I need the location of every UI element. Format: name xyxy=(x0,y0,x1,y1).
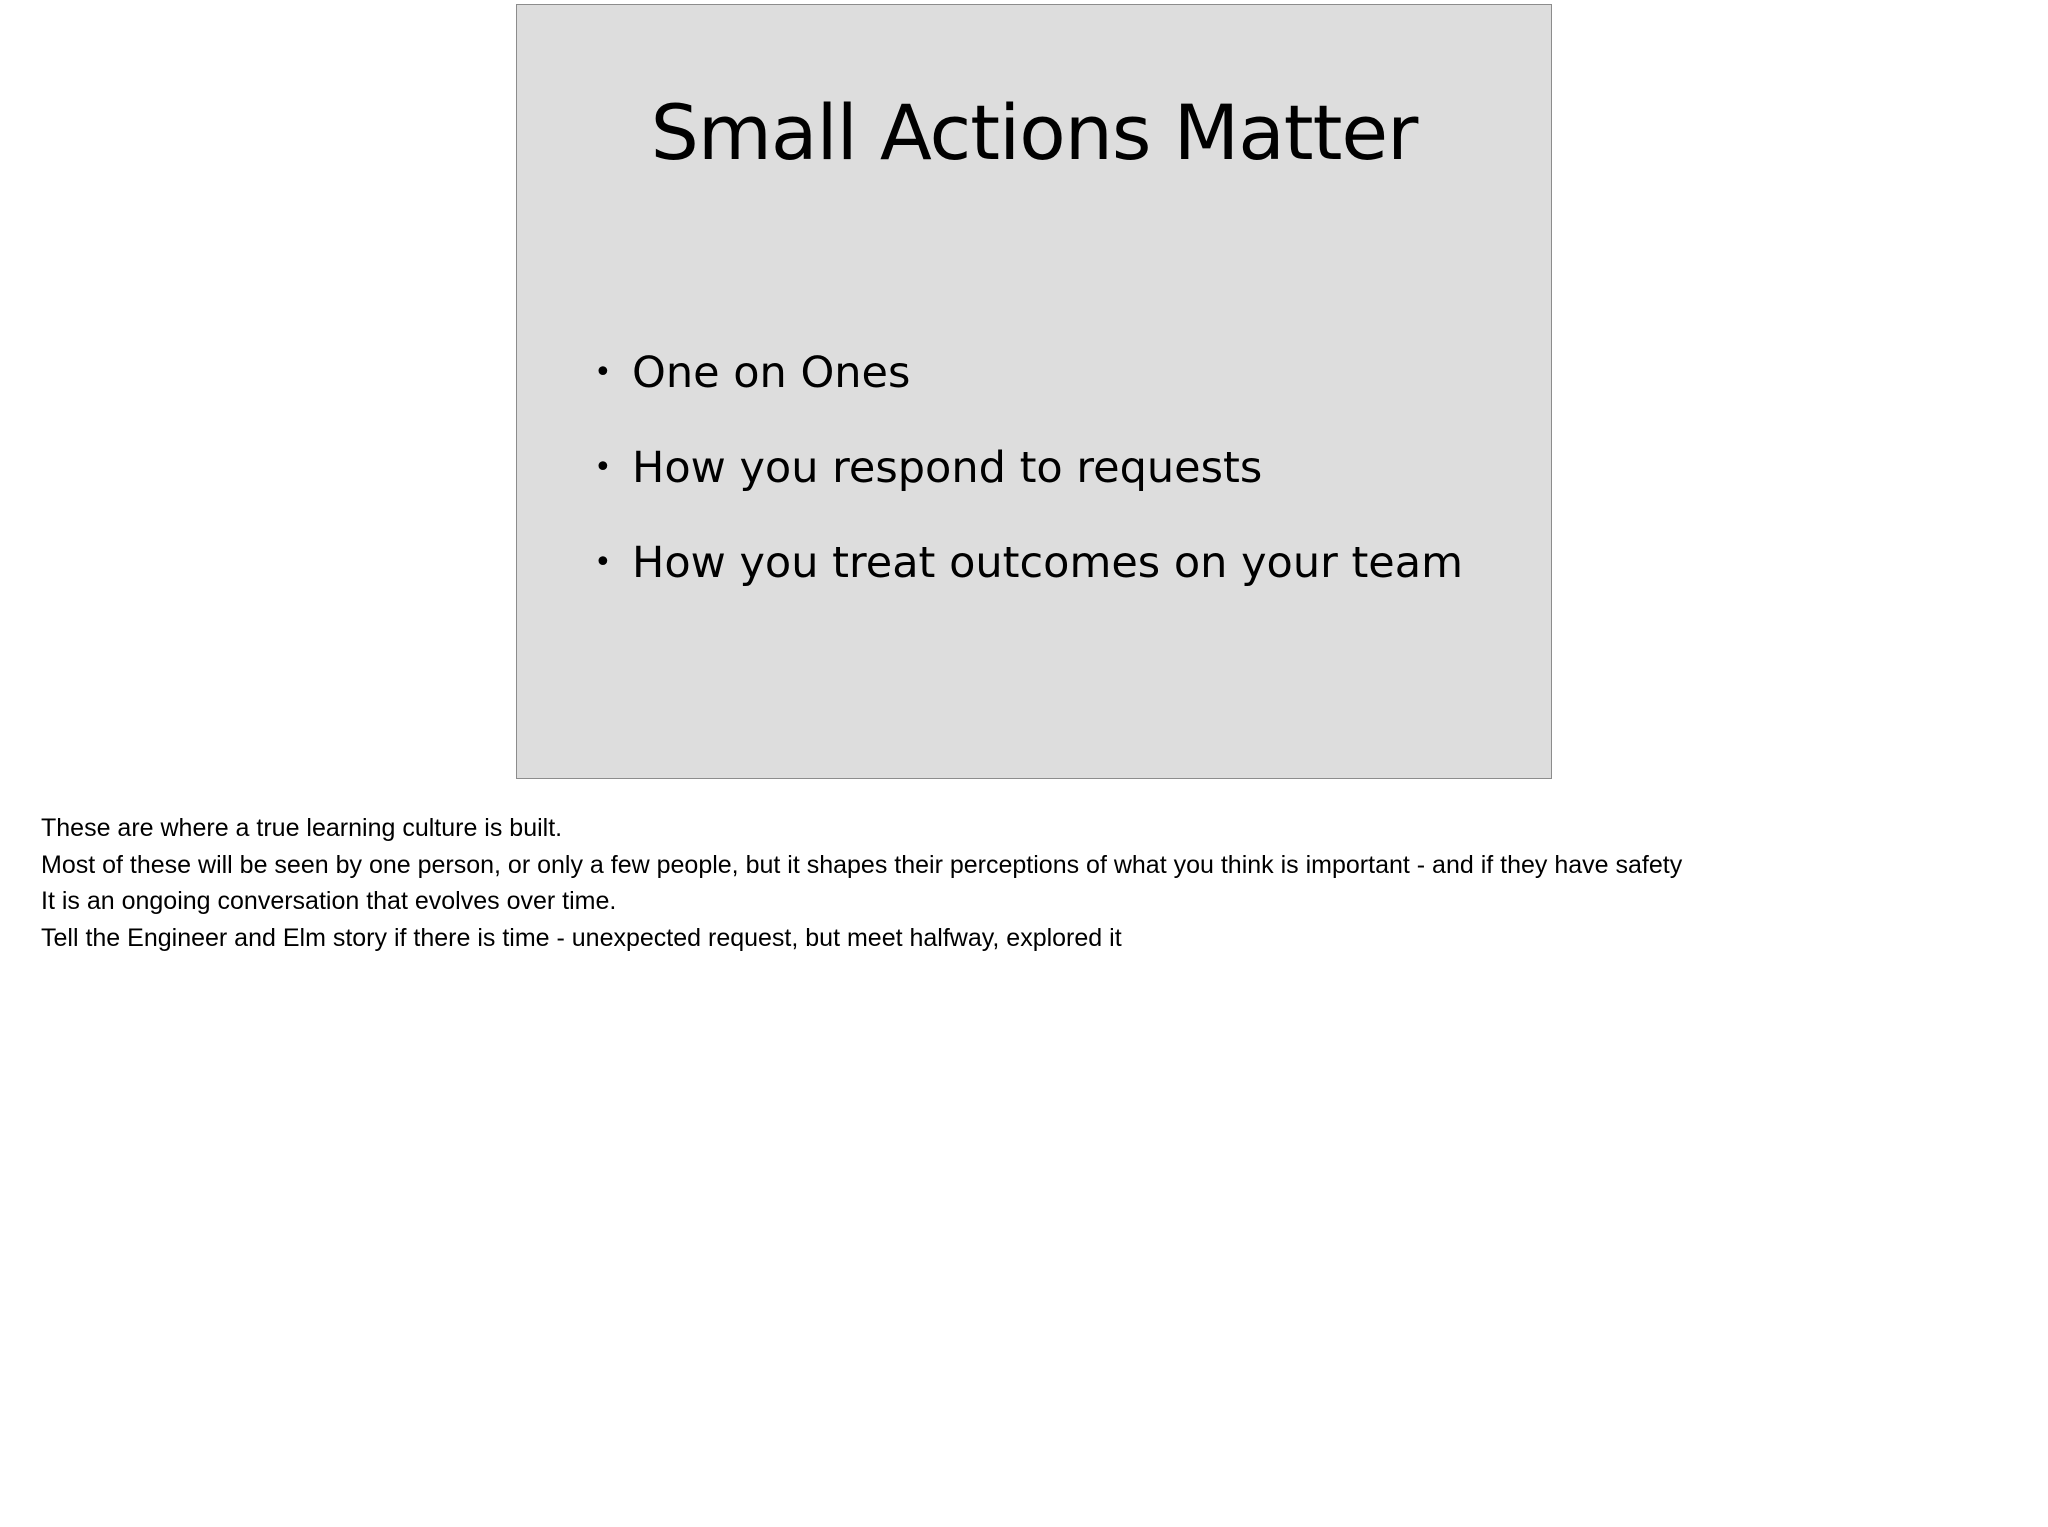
slide-canvas xyxy=(516,4,1552,779)
list-item xyxy=(594,531,1463,626)
list-item xyxy=(594,341,1463,436)
presenter-notes xyxy=(41,810,2001,956)
bullet-icon: • xyxy=(594,450,612,485)
note-line: These are where a true learning culture is built. xyxy=(41,814,563,842)
bullet-icon: • xyxy=(594,545,612,580)
bullet-icon: • xyxy=(594,355,612,390)
note-line: It is an ongoing conversation that evolves over time. xyxy=(41,887,617,915)
bullet-text: How you respond to requests xyxy=(632,443,1263,493)
bullet-list xyxy=(594,341,1463,626)
note-line: Tell the Engineer and Elm story if there is time - unexpected request, but meet halfway, explored it xyxy=(41,923,1122,952)
bullet-text: How you treat outcomes on your team xyxy=(632,538,1464,588)
bullet-text: One on Ones xyxy=(632,348,911,398)
note-line: Most of these will be seen by one person, or only a few people, but it shapes their perceptions of what you think is important - and if they have safety xyxy=(41,850,1683,879)
list-item xyxy=(594,436,1463,531)
slide-title: Small Actions Matter xyxy=(650,88,1418,177)
